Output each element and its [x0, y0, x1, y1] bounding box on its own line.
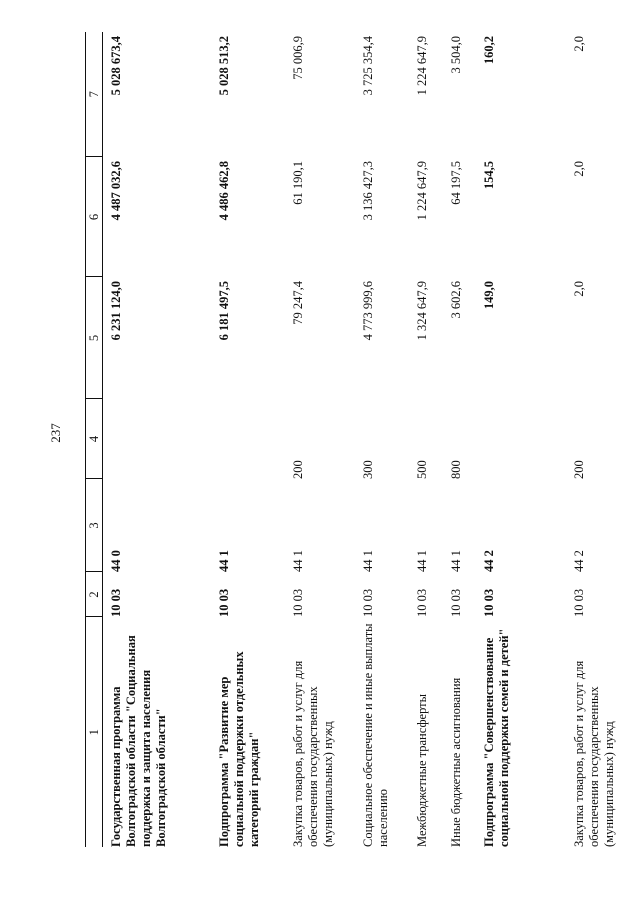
- amount-col-5: 3 602,6: [449, 281, 463, 319]
- section-code: 10 03: [361, 588, 375, 617]
- rotated-budget-table: [85, 32, 616, 847]
- amount-col-7: 3 504,0: [449, 36, 463, 74]
- expense-type-code: [103, 399, 212, 479]
- amount-col-6: 64 197,5: [449, 161, 463, 205]
- section-code: 10 03: [415, 588, 429, 617]
- amount-col-7: 3 725 354,4: [361, 36, 375, 96]
- column-header-7: 7: [86, 32, 103, 157]
- table-row: [355, 32, 409, 847]
- row-name: Иные бюджетные ассигнования: [449, 677, 463, 847]
- amount-col-6: 4 486 462,8: [217, 161, 231, 221]
- column-header-4: 4: [86, 399, 103, 479]
- expense-type-code: 500: [415, 460, 429, 479]
- column-header-3: 3: [86, 479, 103, 572]
- amount-col-6: 4 487 032,6: [109, 161, 123, 221]
- expense-type-code: 800: [449, 460, 463, 479]
- table-row: [566, 32, 632, 847]
- amount-col-6: 154,5: [482, 161, 496, 190]
- amount-col-7: 160,2: [482, 36, 496, 65]
- row-name: Государственная программа Волгоградской области "Социальная поддержка и защита населения Волгоградской области": [109, 635, 168, 847]
- page-number: 237: [48, 423, 63, 443]
- table-row: [285, 32, 355, 847]
- amount-col-7: 5 028 513,2: [217, 36, 231, 96]
- amount-col-7: 1 224 647,9: [415, 36, 429, 96]
- expense-type-code: [211, 399, 285, 479]
- section-code: 10 03: [291, 588, 305, 617]
- amount-col-5: 149,0: [482, 281, 496, 310]
- amount-col-5: 6 181 497,5: [217, 281, 231, 341]
- amount-col-6: 3 136 427,3: [361, 161, 375, 221]
- column-header-6: 6: [86, 157, 103, 277]
- amount-col-6: 1 224 647,9: [415, 161, 429, 221]
- amount-col-5: 79 247,4: [291, 281, 305, 325]
- program-code: 44 1: [217, 550, 231, 572]
- row-name: Закупка товаров, работ и услуг для обеспечения государственных (муниципальных) нужд: [572, 660, 616, 847]
- row-name: Межбюджетные трансферты: [415, 693, 429, 847]
- expense-type-code: [476, 399, 566, 479]
- table-row: [409, 32, 443, 847]
- column-header-1: 1: [86, 617, 103, 847]
- amount-col-5: 2,0: [572, 281, 586, 297]
- amount-col-5: 6 231 124,0: [109, 281, 123, 341]
- program-code: 44 0: [109, 550, 123, 572]
- table-row: [476, 32, 566, 847]
- section-code: 10 03: [109, 588, 123, 617]
- program-code: 44 1: [361, 550, 375, 572]
- expense-type-code: 200: [291, 460, 305, 479]
- amount-col-7: 75 006,9: [291, 36, 305, 80]
- column-header-2: 2: [86, 572, 103, 617]
- amount-col-5: 4 773 999,6: [361, 281, 375, 341]
- row-name: Подпрограмма "Развитие мер социальной поддержки отдельных категорий граждан": [217, 651, 261, 847]
- section-code: 10 03: [482, 588, 496, 617]
- section-code: 10 03: [449, 588, 463, 617]
- expense-type-code: 200: [572, 460, 586, 479]
- column-header-5: 5: [86, 277, 103, 399]
- row-name: Закупка товаров, работ и услуг для обеспечения государственных (муниципальных) нужд: [291, 660, 335, 847]
- table-row: [443, 32, 476, 847]
- amount-col-5: 1 324 647,9: [415, 281, 429, 341]
- program-code: 44 1: [291, 550, 305, 572]
- table-row: [211, 32, 285, 847]
- expense-type-code: 300: [361, 460, 375, 479]
- table-header-row: [86, 32, 103, 847]
- amount-col-7: 5 028 673,4: [109, 36, 123, 96]
- program-code: 44 2: [572, 550, 586, 572]
- row-name: Социальное обеспечение и иные выплаты населению: [361, 623, 390, 847]
- program-code: 44 1: [449, 550, 463, 572]
- program-code: 44 1: [415, 550, 429, 572]
- row-name: Подпрограмма "Совершенствование социальной поддержки семей и детей": [482, 628, 511, 847]
- table-row: [103, 32, 212, 847]
- program-code: 44 2: [482, 550, 496, 572]
- section-code: 10 03: [572, 588, 586, 617]
- amount-col-6: 2,0: [572, 161, 586, 177]
- section-code: 10 03: [217, 588, 231, 617]
- budget-table: [85, 32, 632, 847]
- amount-col-6: 61 190,1: [291, 161, 305, 205]
- amount-col-7: 2,0: [572, 36, 586, 52]
